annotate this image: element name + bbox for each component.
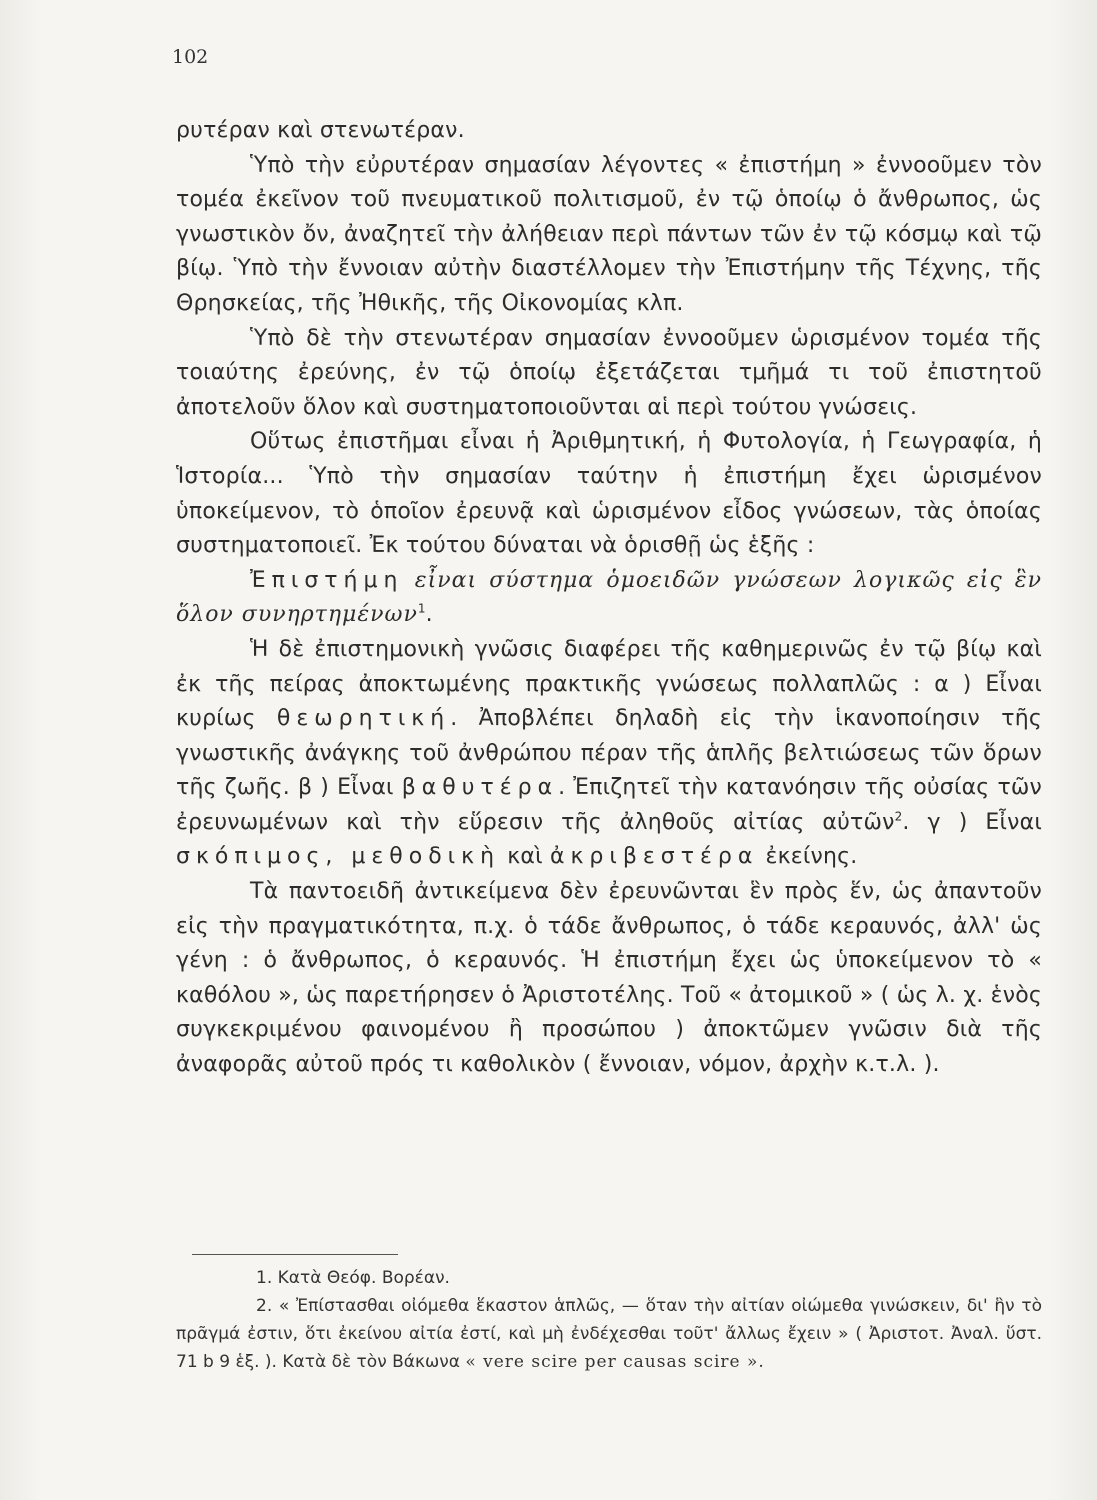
footnote-divider: [192, 1254, 398, 1255]
paragraph-narrow-meaning: Ὑπὸ δὲ τὴν στενωτέραν σημασίαν ἐννοοῦμεν ὡρισμένον τομέα τῆς τοιαύτης ἐρεύνης, ἐν τῷ ὁποίῳ ἐξετάζεται τμῆμά τι τοῦ ἐπιστητοῦ ἀποτελοῦν ὅλον καὶ συστηματοποιοῦνται αἱ περὶ τούτου γνώσεις.: [176, 325, 1042, 420]
paragraph-objects: Τὰ παντοειδῆ ἀντικείμενα δὲν ἐρευνῶνται ἓν πρὸς ἕν, ὡς ἀπαντοῦν εἰς τὴν πραγματικότητα, π.χ. ὁ τάδε ἄνθρωπος, ὁ τάδε κεραυνός, ἀλλ' ὡς γένη : ὁ ἄνθρωπος, ὁ κεραυνός. Ἡ ἐπιστήμη ἔχει ὡς ὑποκείμενον τὸ « καθόλου », ὡς παρετήρησεν ὁ Ἀριστοτέλης. Τοῦ « ἀτομικοῦ » ( ὡς λ. χ. ἑνὸς συγκεκριμένου φαινομένου ἢ προσώπου ) ἀποκτῶμεν γνῶσιν διὰ τῆς ἀναφορᾶς αὐτοῦ πρός τι καθολικὸν ( ἔννοιαν, νόμον, ἀρχὴν κ.τ.λ. ).: [176, 879, 1042, 1078]
emphasis-more-precise: ἀκριβεστέρα: [549, 844, 759, 870]
footnote-1: 1. Κατὰ Θεόφ. Βορέαν.: [256, 1268, 450, 1288]
paragraph-continuation: ρυτέραν καὶ στενωτέραν.: [176, 118, 465, 143]
body-text: [176, 114, 1042, 1083]
paragraph-examples: Οὕτως ἐπιστῆμαι εἶναι ἡ Ἀριθμητική, ἡ Φυτολογία, ἡ Γεωγραφία, ἡ Ἱστορία... Ὑπὸ τὴν σημασίαν ταύτην ἡ ἐπιστήμη ἔχει ὡρισμένον ὑποκείμενον, τὸ ὁποῖον ἐρευνᾷ καὶ ὡρισμένον εἶδος γνώσεων, τὰς ὁποίας συστηματοποιεῖ. Ἐκ τούτου δύναται νὰ ὁρισθῇ ὡς ἑξῆς :: [176, 429, 1042, 559]
footnote-ref-2: 2: [894, 809, 903, 824]
page-number: 102: [172, 46, 209, 68]
latin-quote: « vere scire per causas scire ».: [465, 1352, 765, 1372]
definition-term: Ἐπιστήμη: [250, 567, 404, 593]
emphasis-theoretical: θεωρητική: [276, 706, 451, 732]
emphasis-purposeful: σκόπιμος, μεθοδικὴ: [176, 844, 501, 870]
paragraph-broad-meaning: Ὑπὸ τὴν εὐρυτέραν σημασίαν λέγοντες « ἐπιστήμη » ἐννοοῦμεν τὸν τομέα ἐκεῖνον τοῦ πνευματικοῦ πολιτισμοῦ, ἐν τῷ ὁποίῳ ὁ ἄνθρωπος, ὡς γνωστικὸν ὄν, ἀναζητεῖ τὴν ἀλήθειαν περὶ πάντων τῶν ἐν τῷ κόσμῳ καὶ τῷ βίῳ. Ὑπὸ τὴν ἔννοιαν αὐτὴν διαστέλλομεν τὴν Ἐπιστήμην τῆς Τέχνης, τῆς Θρησκείας, τῆς Ἠθικῆς, τῆς Οἰκονομίας κλπ.: [176, 152, 1042, 316]
definition-paragraph: Ἐπιστήμη εἶναι σύστημα ὁμοειδῶν γνώσεων λογικῶς εἰς ἓν ὅλον συνηρτημένων$^1$.: [176, 567, 1042, 628]
footnotes: [176, 1264, 1042, 1376]
footnote-ref-1: 1: [417, 601, 426, 616]
paragraph-scientific-knowledge: Ἡ δὲ ἐπιστημονικὴ γνῶσις διαφέρει τῆς καθημερινῶς ἐν τῷ βίῳ καὶ ἐκ τῆς πείρας ἀποκτωμένης πρακτικῆς γνώσεως πολλαπλῶς : α ) Εἶναι κυρίως θεωρητική. Ἀποβλέπει δηλαδὴ εἰς τὴν ἱκανοποίησιν τῆς γνωστικῆς ἀνάγκης τοῦ ἀνθρώπου πέραν τῆς ἁπλῆς βελτιώσεως τῶν ὅρων τῆς ζωῆς. β ) Εἶναι βαθυτέρα. Ἐπιζητεῖ τὴν κατανόησιν τῆς οὐσίας τῶν ἐρευνωμένων καὶ τὴν εὕρεσιν τῆς ἀληθοῦς αἰτίας αὐτῶν$^2$. γ ) Εἶναι σκόπιμος, μεθοδικὴ καὶ ἀκριβεστέρα ἐκείνης.: [176, 636, 1042, 870]
emphasis-deeper: βαθυτέρα: [401, 775, 559, 801]
definition-text: εἶναι σύστημα ὁμοειδῶν γνώσεων λογικῶς εἰς ἓν ὅλον συνηρτημένων: [176, 567, 1042, 628]
footnote-2: 2. « Ἐπίστασθαι οἰόμεθα ἕκαστον ἁπλῶς, — ὅταν τὴν αἰτίαν οἰώμεθα γινώσκειν, δι' ἣν τὸ πρᾶγμά ἐστιν, ὅτι ἐκείνου αἰτία ἐστί, καὶ μὴ ἐνδέχεσθαι τοῦτ' ἄλλως ἔχειν » ( Ἀριστοτ. Ἀναλ. ὕστ. 71 b 9 ἑξ. ). Κατὰ δὲ τὸν Βάκωνα « vere scire per causas scire ».: [176, 1296, 1042, 1372]
